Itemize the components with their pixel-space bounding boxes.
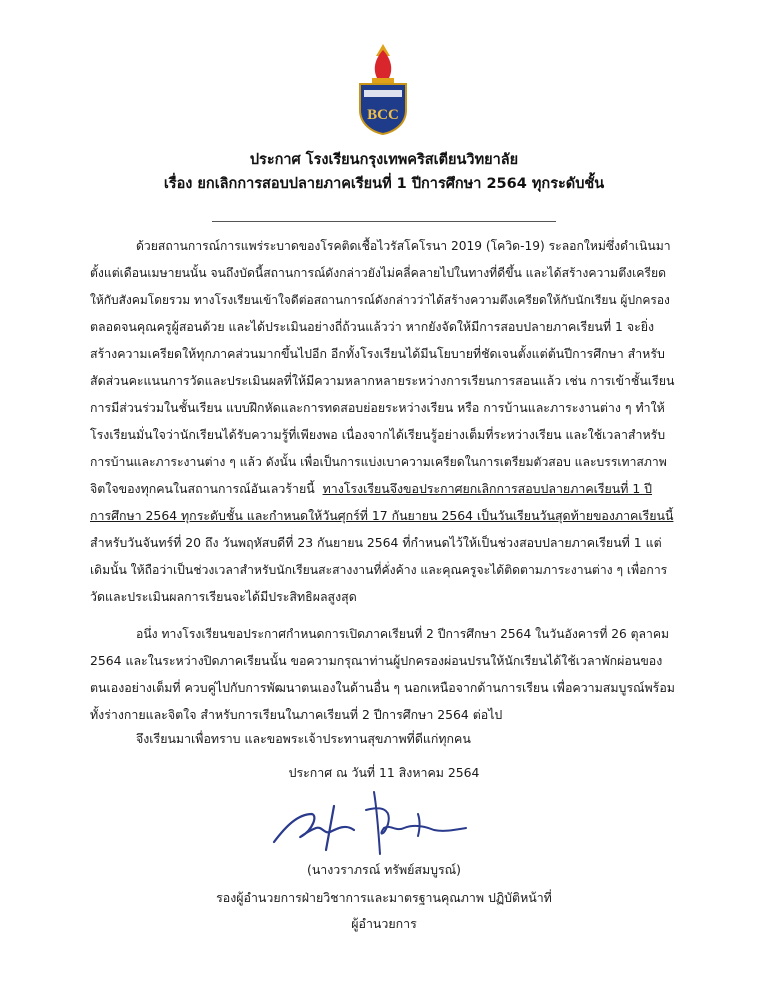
handwritten-signature [268,784,480,860]
cancellation-statement-cont: การศึกษา 2564 ทุกระดับชั้น และกำหนดให้วันศุกร์ที่ 17 กันยายน 2564 เป็นวันเรียนวันสุดท้ายของภาคเรียนนี้ [90,508,674,523]
announcement-subject: เรื่อง ยกเลิกการสอบปลายภาคเรียนที่ 1 ปีการศึกษา 2564 ทุกระดับชั้น [163,176,605,192]
body-line: ด้วยสถานการณ์การแพร่ระบาดของโรคติดเชื้อไวรัสโคโรนา 2019 (โควิด-19) ระลอกใหม่ซึ่งดำเนินมา [136,239,671,253]
cancellation-statement: ทางโรงเรียนจึงขอประกาศยกเลิกการสอบปลายภาคเรียนที่ 1 ปี [322,481,653,496]
body-line: สำหรับวันจันทร์ที่ 20 ถึง วันพฤหัสบดีที่ 23 กันยายน 2564 ที่กำหนดไว้ให้เป็นช่วงสอบปลายภาคเรียนที่ 1 แต่ [90,535,662,550]
crest-banner [364,90,402,97]
body-line: ตนเองอย่างเต็มที่ ควบคู่ไปกับการพัฒนาตนเองในด้านอื่น ๆ นอกเหนือจากด้านการเรียน เพื่อความสมบูรณ์พร้อม [90,680,675,695]
body-line: สัดส่วนคะแนนการวัดและประเมินผลที่ให้มีความหลากหลายระหว่างการเรียนการสอนแล้ว เช่น การเข้าชั้นเรียน [90,373,675,388]
body-line: การบ้านและภาระงานต่าง ๆ แล้ว ดังนั้น เพื่อเป็นการแบ่งเบาความเครียดในการเตรียมตัวสอบ และบรรเทาสภาพ [90,455,667,469]
signer-title: รองผู้อำนวยการฝ่ายวิชาการและมาตรฐานคุณภาพ ปฏิบัติหน้าที่ [216,890,552,905]
body-line: ให้กับสังคมโดยรวม ทางโรงเรียนเข้าใจดีต่อสถานการณ์ดังกล่าวว่าได้สร้างความตึงเครียดให้กับนักเรียน ผู้ปกครอง [90,293,670,307]
body-line: โรงเรียนมั่นใจว่านักเรียนได้รับความรู้ที่เพียงพอ เนื่องจากได้เรียนรู้อย่างเต็มที่ระหว่างเรียน และใช้เวลาสำหรับ [90,427,666,442]
title-divider [212,221,556,222]
announcement-heading: ประกาศ โรงเรียนกรุงเทพคริสเตียนวิทยาลัย [249,152,519,168]
body-line [90,481,674,497]
signer-title-role: ผู้อำนวยการ [351,916,417,931]
signer-name: (นางวราภรณ์ ทรัพย์สมบูรณ์) [307,862,461,877]
body-line: ทั้งร่างกายและจิตใจ สำหรับการเรียนในภาคเรียนที่ 2 ปีการศึกษา 2564 ต่อไป [90,707,503,722]
school-crest-logo [354,40,412,136]
body-line: เดิมนั้น ให้ถือว่าเป็นช่วงเวลาสำหรับนักเรียนสะสางงานที่คั่งค้าง และคุณครูจะได้ติดตามภาระงานต่าง ๆ เพื่อการ [90,563,668,577]
announce-date: ประกาศ ณ วันที่ 11 สิงหาคม 2564 [288,765,480,780]
body-text: จิตใจของทุกคนในสถานการณ์อันเลวร้ายนี้ [90,481,315,496]
body-line: อนึ่ง ทางโรงเรียนขอประกาศกำหนดการเปิดภาคเรียนที่ 2 ปีการศึกษา 2564 ในวันอังคารที่ 26 ตุลาคม [136,627,670,641]
body-line: วัดและประเมินผลการเรียนจะได้มีประสิทธิผลสูงสุด [90,589,357,604]
body-line: การมีส่วนร่วมในชั้นเรียน แบบฝึกหัดและการทดสอบย่อยระหว่างเรียน หรือ การบ้านและภาระงานต่าง ๆ ทำให้ [90,400,665,415]
body-line: ตลอดจนคุณครูผู้สอนด้วย และได้ประเมินอย่างถี่ถ้วนแล้วว่า หากยังจัดให้มีการสอบปลายภาคเรียนที่ 1 จะยิ่ง [90,319,655,334]
closing-line: จึงเรียนมาเพื่อทราบ และขอพระเจ้าประทานสุขภาพที่ดีแก่ทุกคน [136,731,471,746]
crest-letters: BCC [367,107,399,123]
body-line: ตั้งแต่เดือนเมษายนนั้น จนถึงบัดนี้สถานการณ์ดังกล่าวยังไม่คลี่คลายไปในทางที่ดีขึ้น และได้สร้างความตึงเครียด [90,266,667,280]
body-line: 2564 และในระหว่างปิดภาคเรียนนั้น ขอความกรุณาท่านผู้ปกครองผ่อนปรนให้นักเรียนได้ใช้เวลาพักผ่อนของ [90,653,663,668]
body-line: สร้างความเครียดให้ทุกภาคส่วนมากขึ้นไปอีก อีกทั้งโรงเรียนได้มีนโยบายที่ชัดเจนตั้งแต่ต้นปีการศึกษา สำหรับ [90,346,665,361]
crest-torch-band [372,78,394,83]
